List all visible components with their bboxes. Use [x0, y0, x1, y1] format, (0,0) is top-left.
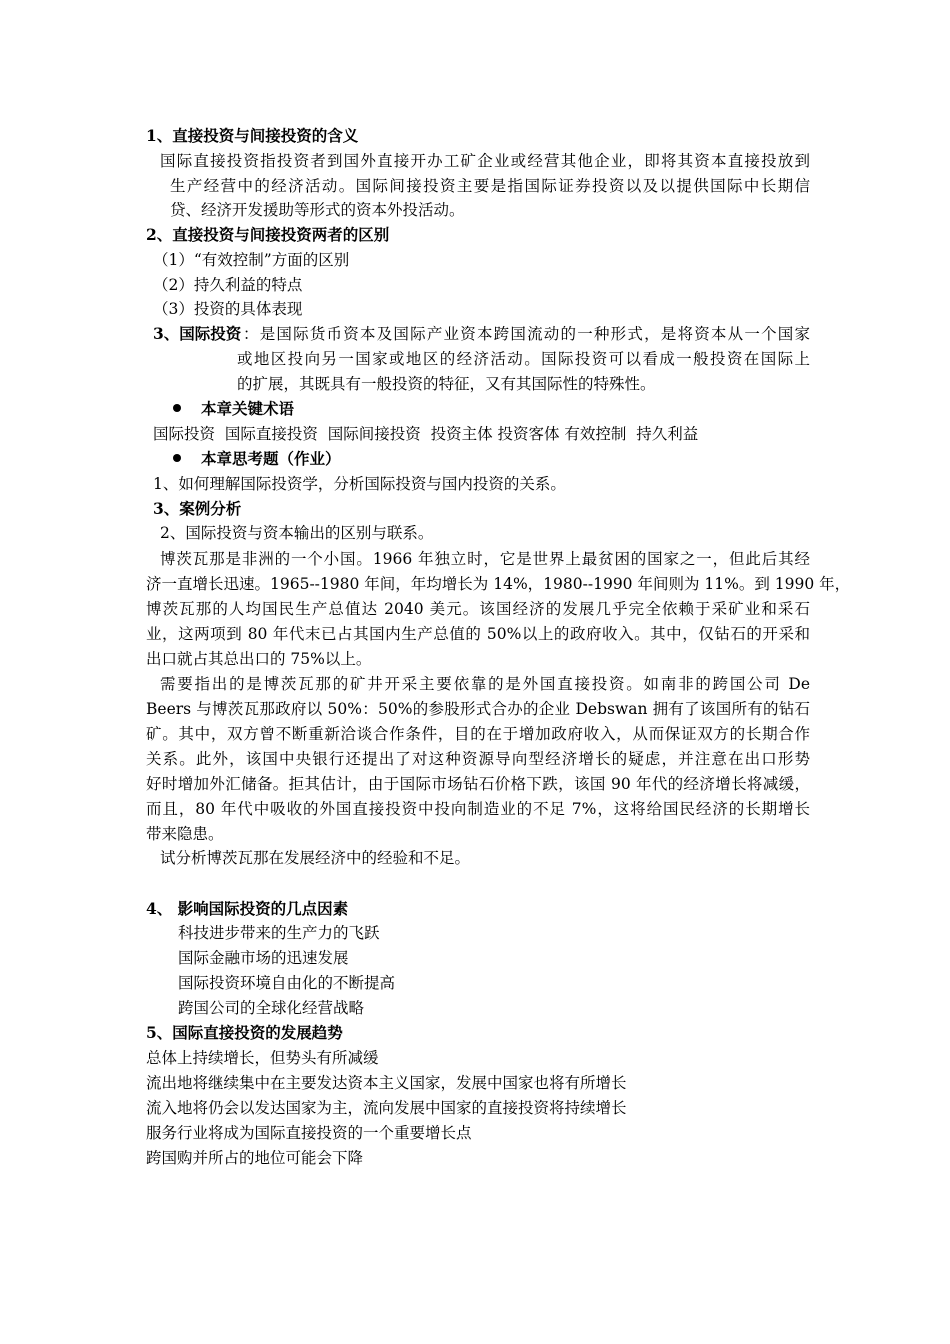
section-4-item: 跨国公司的全球化经营战略: [178, 999, 365, 1017]
case-p1-line: 济一直增长迅速。1965--1980 年间，年均增长为 14%，1980--1990 年间则为 11%。到 1990 年，: [146, 575, 851, 593]
homework-heading: 本章思考题（作业）: [173, 448, 341, 470]
section-4-item: 科技进步带来的生产力的飞跃: [178, 924, 380, 942]
definition-line-2: 或地区投向另一国家或地区的经济活动。国际投资可以看成一般投资在国际上: [237, 350, 810, 368]
section-1-heading: 1、直接投资与间接投资的含义: [146, 126, 359, 145]
keywords-heading: 本章关键术语: [173, 398, 294, 420]
case-p2-line: 而且，80 年代中吸收的外国直接投资中投向制造业的不足 7%，这将给国民经济的长期增长: [146, 800, 810, 818]
section-5-heading: 5、国际直接投资的发展趋势: [146, 1023, 343, 1042]
section-2-item: （3）投资的具体表现: [153, 300, 303, 318]
section-4-heading: 4、 影响国际投资的几点因素: [146, 899, 349, 918]
section-2-heading: 2、直接投资与间接投资两者的区别: [146, 225, 390, 244]
definition-line-1: ：是国际货币资本及国际产业资本跨国流动的一种形式，是将资本从一个国家: [243, 325, 810, 343]
section-4-item: 国际投资环境自由化的不断提高: [178, 974, 396, 992]
keywords-list: 国际投资 国际直接投资 国际间接投资 投资主体 投资客体 有效控制 持久利益: [153, 425, 699, 443]
bullet-icon: [173, 454, 181, 462]
section-5-item: 流入地将仍会以发达国家为主，流向发展中国家的直接投资将持续增长: [146, 1099, 627, 1117]
case-p2-line: 带来隐患。: [146, 825, 224, 843]
section-2-item: （1）“有效控制”方面的区别: [153, 251, 350, 269]
bullet-icon: [173, 404, 181, 412]
case-p1-line: 业，这两项到 80 年代末已占其国内生产总值的 50%以上的政府收入。其中，仅钻石的开采和: [146, 625, 810, 643]
section-2-item: （2）持久利益的特点: [153, 276, 303, 294]
international-investment-term: 3、国际投资: [153, 324, 242, 343]
case-p2-line: 关系。此外，该国中央银行还提出了对这种资源导向型经济增长的疑虑，并注意在出口形势: [146, 750, 810, 768]
case-p1-line: 出口就占其总出口的 75%以上。: [146, 650, 372, 668]
section-5-item: 跨国购并所占的地位可能会下降: [146, 1149, 364, 1167]
section-5-item: 流出地将继续集中在主要发达资本主义国家，发展中国家也将有所增长: [146, 1074, 627, 1092]
section-1-line-2: 生产经营中的经济活动。国际间接投资主要是指国际证券投资以及以提供国际中长期信: [170, 177, 810, 195]
homework-question-1: 1、如何理解国际投资学，分析国际投资与国内投资的关系。: [153, 475, 566, 493]
section-1-line-3: 贷、经济开发援助等形式的资本外投活动。: [170, 201, 465, 219]
case-task: 试分析博茨瓦那在发展经济中的经验和不足。: [160, 849, 471, 867]
section-5-item: 总体上持续增长，但势头有所减缓: [146, 1049, 379, 1067]
section-1-line-1: 国际直接投资指投资者到国外直接开办工矿企业或经营其他企业，即将其资本直接投放到: [160, 152, 810, 170]
case-p2-line: 需要指出的是博茨瓦那的矿井开采主要依靠的是外国直接投资。如南非的跨国公司 De: [160, 675, 810, 693]
case-analysis-heading: 3、案例分析: [153, 499, 242, 518]
case-question-2: 2、国际投资与资本输出的区别与联系。: [160, 524, 434, 542]
case-p2-line: 矿。其中，双方曾不断重新洽谈合作条件，目的在于增加政府收入，从而保证双方的长期合作: [146, 725, 810, 743]
definition-line-3: 的扩展，其既具有一般投资的特征，又有其国际性的特殊性。: [237, 375, 656, 393]
case-p2-line: Beers 与博茨瓦那政府以 50%：50%的参股形式合办的企业 Debswan 拥有了该国所有的钻石: [146, 700, 810, 718]
section-4-item: 国际金融市场的迅速发展: [178, 949, 349, 967]
section-5-item: 服务行业将成为国际直接投资的一个重要增长点: [146, 1124, 472, 1142]
case-p2-line: 好时增加外汇储备。拒其估计，由于国际市场钻石价格下跌，该国 90 年代的经济增长将减缓，: [146, 775, 810, 793]
case-p1-line: 博茨瓦那是非洲的一个小国。1966 年独立时，它是世界上最贫困的国家之一，但此后其经: [160, 550, 810, 568]
case-p1-line: 博茨瓦那的人均国民生产总值达 2040 美元。该国经济的发展几乎完全依赖于采矿业和采石: [146, 600, 810, 618]
